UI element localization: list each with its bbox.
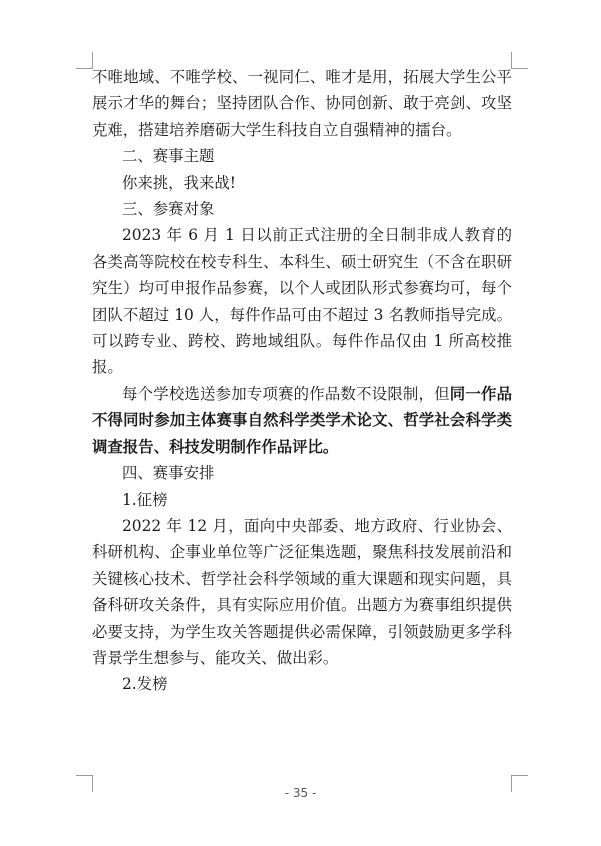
document-body xyxy=(92,64,512,698)
paragraph-participants: 2023 年 6 月 1 日以前正式注册的全日制非成人教育的各类高等院校在校专科生、本科生、硕士研究生（不含在职研究生）均可申报作品参赛，以个人或团队形式参赛均可，每个团队不超过 10 人，每件作品可由不超过 3 名教师指导完成。可以跨专业、跨校、跨地域组队。每件作品仅由 1 所高校推报。 xyxy=(92,226,512,377)
paragraph-call: 2022 年 12 月，面向中央部委、地方政府、行业协会、科研机构、企事业单位等广泛征集选题，聚焦科技发展前沿和关键核心技术、哲学社会科学领域的重大课题和现实问题，具备科研攻关条件，具有实际应用价值。出题方为赛事组织提供必要支持，为学生攻关答题提供必需保障，引领鼓励更多学科背景学生想参与、能攻关、做出彩。 xyxy=(92,516,512,667)
paragraph-continued: 不唯地域、不唯学校、一视同仁、唯才是用，拓展大学生公平展示才华的舞台；坚持团队合作、协同创新、敢于亮剑、攻坚克难，搭建培养磨砺大学生科技自立自强精神的擂台。 xyxy=(92,68,512,139)
heading-theme: 二、赛事主题 xyxy=(122,147,215,166)
heading-schedule: 四、赛事安排 xyxy=(122,464,215,483)
rule-text: 每个学校选送参加专项赛的作品数不设限制，但 xyxy=(122,384,450,403)
crop-mark-top-left xyxy=(76,52,93,69)
rule-emphasis: 同一作品不得同时参加主体赛事自然科学类学术论文、哲学社会科学类调查报告、科技发明制作作品评比。 xyxy=(92,384,512,456)
page-number: - 35 - xyxy=(284,786,317,800)
subheading-call: 1.征榜 xyxy=(122,490,168,509)
subheading-publish: 2.发榜 xyxy=(122,675,168,694)
crop-mark-top-right xyxy=(511,52,528,69)
theme-text: 你来挑，我来战! xyxy=(122,173,236,192)
heading-participants: 三、参赛对象 xyxy=(122,200,215,219)
paragraph-rule xyxy=(92,381,512,460)
